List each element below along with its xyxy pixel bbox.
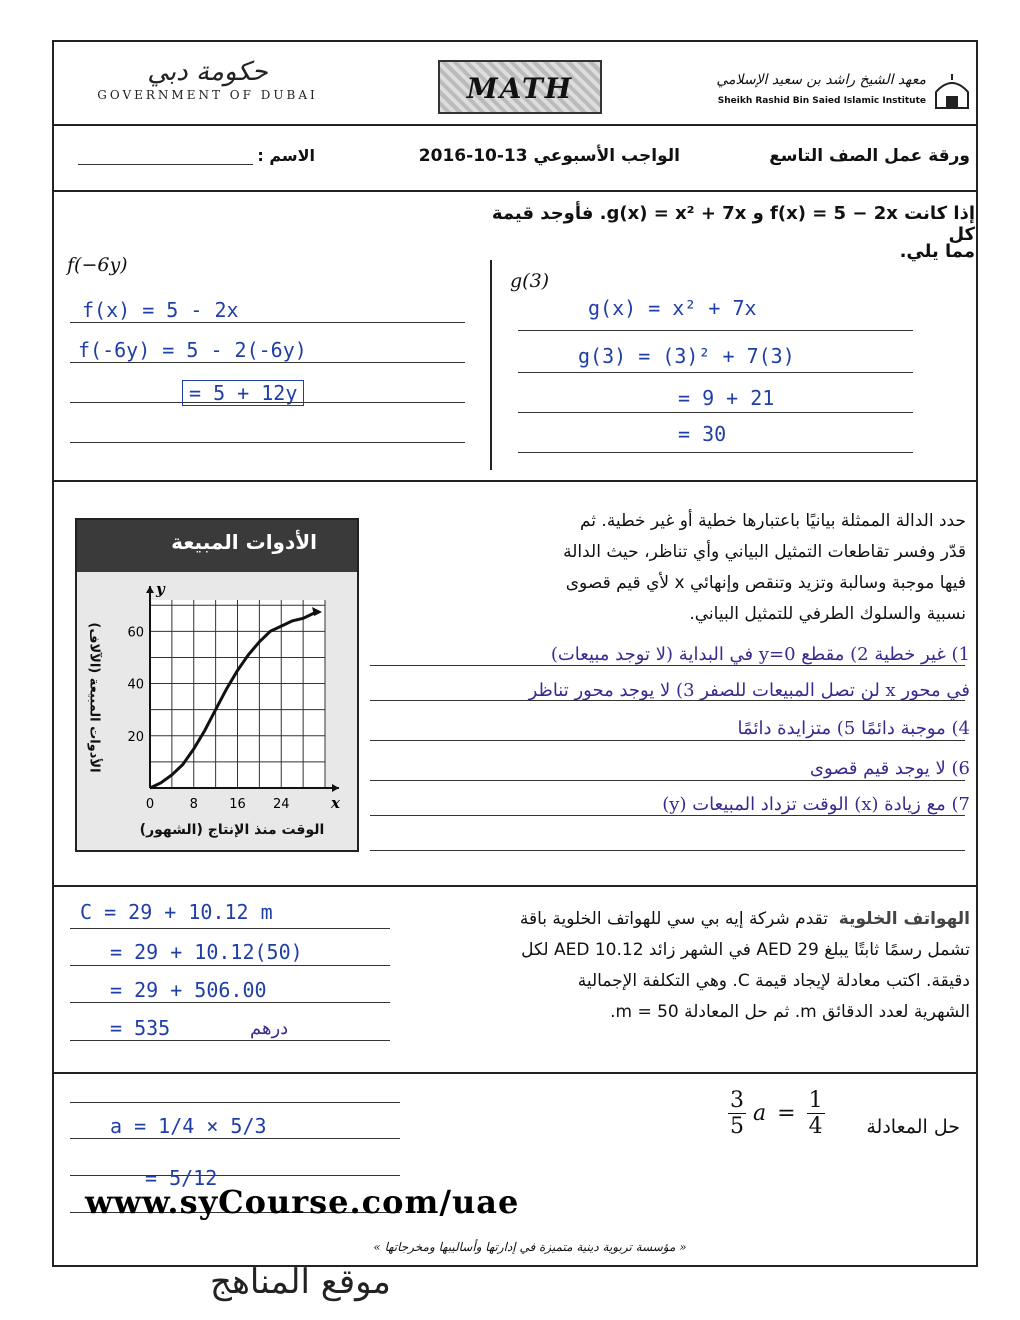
q4-frac1-num: 3 <box>730 1088 744 1113</box>
x-axis-symbol: x <box>331 794 340 812</box>
chart-grid <box>150 600 325 788</box>
q4-frac2-num: 1 <box>808 1088 823 1113</box>
q3-text-line-1: تقدم شركة إيه بي سي للهواتف الخلوية باقة <box>519 909 828 929</box>
q1-right-work-4: = 30 <box>678 422 727 446</box>
q2-rule-6 <box>370 850 965 851</box>
q3-work-2: = 29 + 10.12(50) <box>110 940 303 964</box>
q1-right-rule-4 <box>518 452 913 453</box>
q3-work-4: = 535 <box>110 1016 171 1040</box>
q4-rule-3 <box>70 1175 400 1176</box>
q1-right-work-3: = 9 + 21 <box>678 386 775 410</box>
q4-label: حل المعادلة <box>866 1116 960 1138</box>
q3-text-line-4: الشهرية لعدد الدقائق m. ثم حل المعادلة m = 50. <box>610 1002 970 1022</box>
q3-rule-3 <box>70 1002 390 1003</box>
chart-y-tick-label: 40 <box>127 677 144 693</box>
q1-left-work-1: f(x) = 5 - 2x <box>82 298 239 322</box>
q2-text-line-4: نسبية والسلوك الطرفي للتمثيل البياني. <box>689 604 966 624</box>
q2-answer-3: 4) موجبة دائمًا 5) متزايدة دائمًا <box>737 718 970 739</box>
gov-english: GOVERNMENT OF DUBAI <box>97 88 318 102</box>
q3-currency-note: درهم <box>250 1018 289 1039</box>
q1-divider <box>52 480 978 482</box>
q2-rule-5 <box>370 815 965 816</box>
q1-left-rule-2 <box>70 362 465 363</box>
name-field-line <box>78 164 253 165</box>
q3-title: الهواتف الخلوية <box>838 909 970 929</box>
q2-rule-3 <box>370 740 965 741</box>
footer-url[interactable]: www.syCourse.com/uae <box>85 1183 520 1221</box>
footer-slogan: « مؤسسة تربوية دينية متميزة في إدارتها وأساليبها ومخرجاتها » <box>373 1240 687 1254</box>
q1-right-rule-1 <box>518 330 913 331</box>
q3-text <box>410 904 970 1028</box>
q4-rule-2 <box>70 1138 400 1139</box>
chart-y-tick-label: 60 <box>127 625 144 641</box>
header-divider <box>52 124 978 126</box>
chart-y-arrow <box>146 586 154 593</box>
chart-x-tick-label: 24 <box>272 797 290 812</box>
institute-arabic: معهد الشيخ راشد بن سعيد الإسلامي <box>716 72 926 88</box>
chart-title: الأدوات المبيعة <box>171 530 317 554</box>
q1-right-label: g(3) <box>510 270 550 292</box>
q2-answer-4: 6) لا يوجد قيم قصوى <box>809 758 970 779</box>
gov-logo <box>70 56 345 108</box>
q3-rule-1 <box>70 928 390 929</box>
institute-logo <box>710 72 972 112</box>
title-divider <box>52 190 978 192</box>
q4-equals: = <box>777 1101 796 1126</box>
q2-answer-2: في محور x لن تصل المبيعات للصفر 3) لا يوجد محور تناظر <box>528 680 970 701</box>
institute-english: Sheikh Rashid Bin Saied Islamic Institute <box>717 96 926 106</box>
chart-x-arrow <box>332 784 339 792</box>
q4-equation <box>728 1088 825 1150</box>
q2-rule-1 <box>370 665 965 666</box>
q1-prompt-line2: مما يلي. <box>899 241 975 262</box>
q1-right-rule-2 <box>518 372 913 373</box>
q1-prompt-line1: إذا كانت f(x) = 5 − 2x و g(x) = x² + 7x. فأوجد قيمة كل <box>491 203 975 245</box>
chart-ylabel: الأدوات المبيعة (الآلاف) <box>86 622 102 773</box>
q4-frac2-den: 4 <box>808 1114 823 1139</box>
q2-answer-5: 7) مع زيادة (x) الوقت تزداد المبيعات (y) <box>662 794 970 815</box>
chart-title-bar <box>77 520 357 572</box>
worksheet-title: ورقة عمل الصف التاسع <box>769 146 970 166</box>
q3-rule-4 <box>70 1040 390 1041</box>
y-axis-symbol: y <box>156 580 165 598</box>
q1-right-work-2: g(3) = (3)² + 7(3) <box>578 344 795 368</box>
q2-text-line-1: حدد الدالة الممثلة بيانيًا باعتبارها خطية أو غير خطية. ثم <box>579 511 966 531</box>
chart-y-tick-label: 20 <box>127 729 144 745</box>
q1-column-divider <box>490 260 492 470</box>
q2-text-line-2: قدّر وفسر تقاطعات التمثيل البياني وأي تناظر، حيث الدالة <box>563 542 966 562</box>
chart-svg <box>77 572 357 848</box>
q4-work-1: a = 1/4 × 5/3 <box>110 1114 267 1138</box>
q1-right-work-1: g(x) = x² + 7x <box>588 296 757 320</box>
q1-left-work-2: f(-6y) = 5 - 2(-6y) <box>78 338 307 362</box>
q1-right-rule-3 <box>518 412 913 413</box>
q3-work-3: = 29 + 506.00 <box>110 978 267 1002</box>
math-logo-text: MATH <box>466 72 574 105</box>
q4-variable: a <box>753 1101 767 1126</box>
q2-text-line-3: فيها موجبة وسالبة وتزيد وتنقص وإنهائي x لأي قيم قصوى <box>565 573 966 593</box>
q1-left-rule-1 <box>70 322 465 323</box>
homework-title: الواجب الأسبوعي 13-10-2016 <box>418 146 680 166</box>
math-logo <box>438 60 602 114</box>
q3-work-1: C = 29 + 10.12 m <box>80 900 273 924</box>
chart-container <box>75 518 359 852</box>
chart-x-tick-label: 8 <box>189 797 198 812</box>
q1-left-work-3: = 5 + 12y <box>182 380 304 406</box>
q3-divider <box>52 1072 978 1074</box>
q4-work-2: = 5/12 <box>145 1166 218 1190</box>
footer-site-name: موقع المناهج <box>210 1262 391 1302</box>
q3-rule-2 <box>70 965 390 966</box>
q4-rule-1 <box>70 1102 400 1103</box>
mosque-icon <box>932 72 972 110</box>
q2-text <box>420 506 966 630</box>
q2-answer-1: 1) غير خطية 2) مقطع y=0 في البداية (لا توجد مبيعات) <box>550 644 970 665</box>
q4-frac1-den: 5 <box>730 1114 744 1139</box>
name-label: الاسم : <box>257 146 315 165</box>
gov-arabic: حكومة دبي <box>147 57 268 87</box>
chart-x-tick-label: 0 <box>145 797 155 812</box>
q1-left-label: f(−6y) <box>67 254 128 276</box>
q2-divider <box>52 885 978 887</box>
q3-text-line-3: دقيقة. اكتب معادلة لإيجاد قيمة C. وهي التكلفة الإجمالية <box>577 971 970 991</box>
q2-rule-4 <box>370 780 965 781</box>
chart-x-tick-label: 16 <box>229 797 246 812</box>
chart-xlabel: الوقت منذ الإنتاج (الشهور) <box>139 822 325 838</box>
q3-text-line-2: تشمل رسمًا ثابتًا يبلغ 29 AED في الشهر زائد 10.12 AED لكل <box>521 940 970 960</box>
q1-left-rule-4 <box>70 442 465 443</box>
